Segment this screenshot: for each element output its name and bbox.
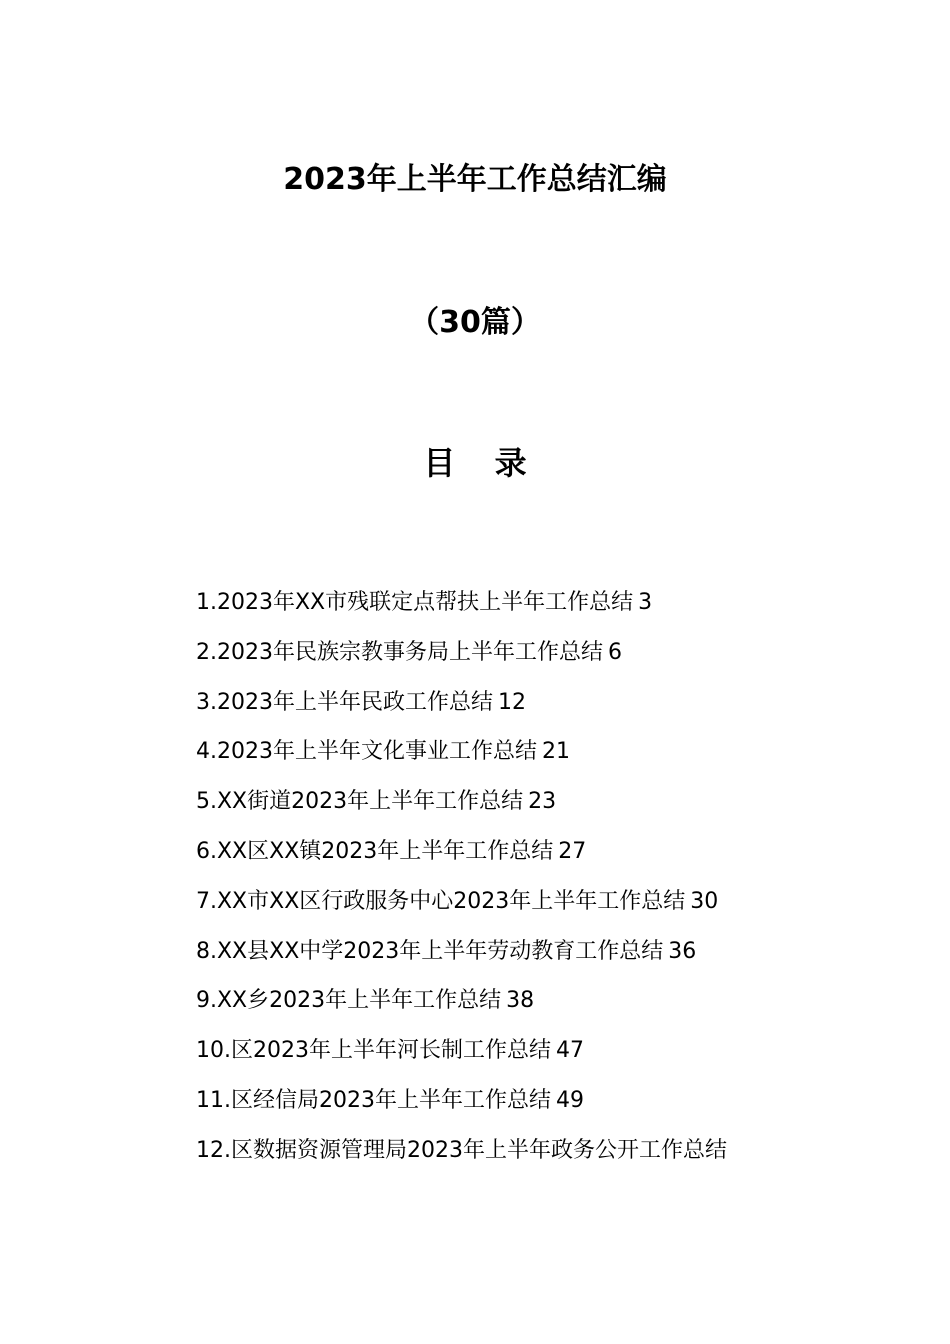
toc-item-page: 21 xyxy=(541,739,570,765)
toc-item-label: 2.2023年民族宗教事务局上半年工作总结 xyxy=(196,639,603,665)
toc-item-page: 47 xyxy=(555,1038,584,1064)
toc-item[interactable] xyxy=(196,1131,896,1181)
toc-item[interactable] xyxy=(196,1031,896,1081)
toc-item-page: 23 xyxy=(528,789,557,815)
toc-item-page: 27 xyxy=(558,838,587,864)
toc-item-page: 36 xyxy=(668,938,697,964)
toc-item[interactable] xyxy=(196,683,896,733)
toc-item-label: 11.区经信局2023年上半年工作总结 xyxy=(196,1087,551,1113)
toc-item-label: 4.2023年上半年文化事业工作总结 xyxy=(196,739,537,765)
toc-item[interactable] xyxy=(196,882,896,932)
toc-item-page: 6 xyxy=(607,639,622,665)
toc-item-label: 1.2023年XX市残联定点帮扶上半年工作总结 xyxy=(196,590,634,615)
toc-item-label: 10.区2023年上半年河长制工作总结 xyxy=(196,1038,551,1064)
toc-list xyxy=(196,583,896,1181)
document-subtitle: （30篇） xyxy=(409,305,541,340)
toc-item[interactable] xyxy=(196,832,896,882)
toc-item-label: 9.XX乡2023年上半年工作总结 xyxy=(196,988,502,1014)
toc-item-label: 7.XX市XX区行政服务中心2023年上半年工作总结 xyxy=(196,888,686,914)
toc-item-page: 49 xyxy=(555,1087,584,1113)
document-title: 2023年上半年工作总结汇编 xyxy=(283,162,667,197)
toc-item-label: 5.XX街道2023年上半年工作总结 xyxy=(196,789,524,815)
toc-item-label: 8.XX县XX中学2023年上半年劳动教育工作总结 xyxy=(196,938,664,964)
toc-item-page: 38 xyxy=(506,988,535,1014)
toc-item[interactable] xyxy=(196,583,896,633)
toc-item[interactable] xyxy=(196,732,896,782)
toc-item-label: 12.区数据资源管理局2023年上半年政务公开工作总结 xyxy=(196,1137,727,1163)
toc-item[interactable] xyxy=(196,1081,896,1131)
toc-item-label: 6.XX区XX镇2023年上半年工作总结 xyxy=(196,838,554,864)
toc-item[interactable] xyxy=(196,633,896,683)
toc-item[interactable] xyxy=(196,932,896,982)
toc-item[interactable] xyxy=(196,782,896,832)
toc-item[interactable] xyxy=(196,981,896,1031)
toc-item-page: 3 xyxy=(638,590,653,615)
toc-heading: 目 录 xyxy=(423,444,541,482)
toc-item-page: 12 xyxy=(497,689,526,715)
toc-item-page: 30 xyxy=(690,888,719,914)
toc-item-label: 3.2023年上半年民政工作总结 xyxy=(196,689,493,715)
